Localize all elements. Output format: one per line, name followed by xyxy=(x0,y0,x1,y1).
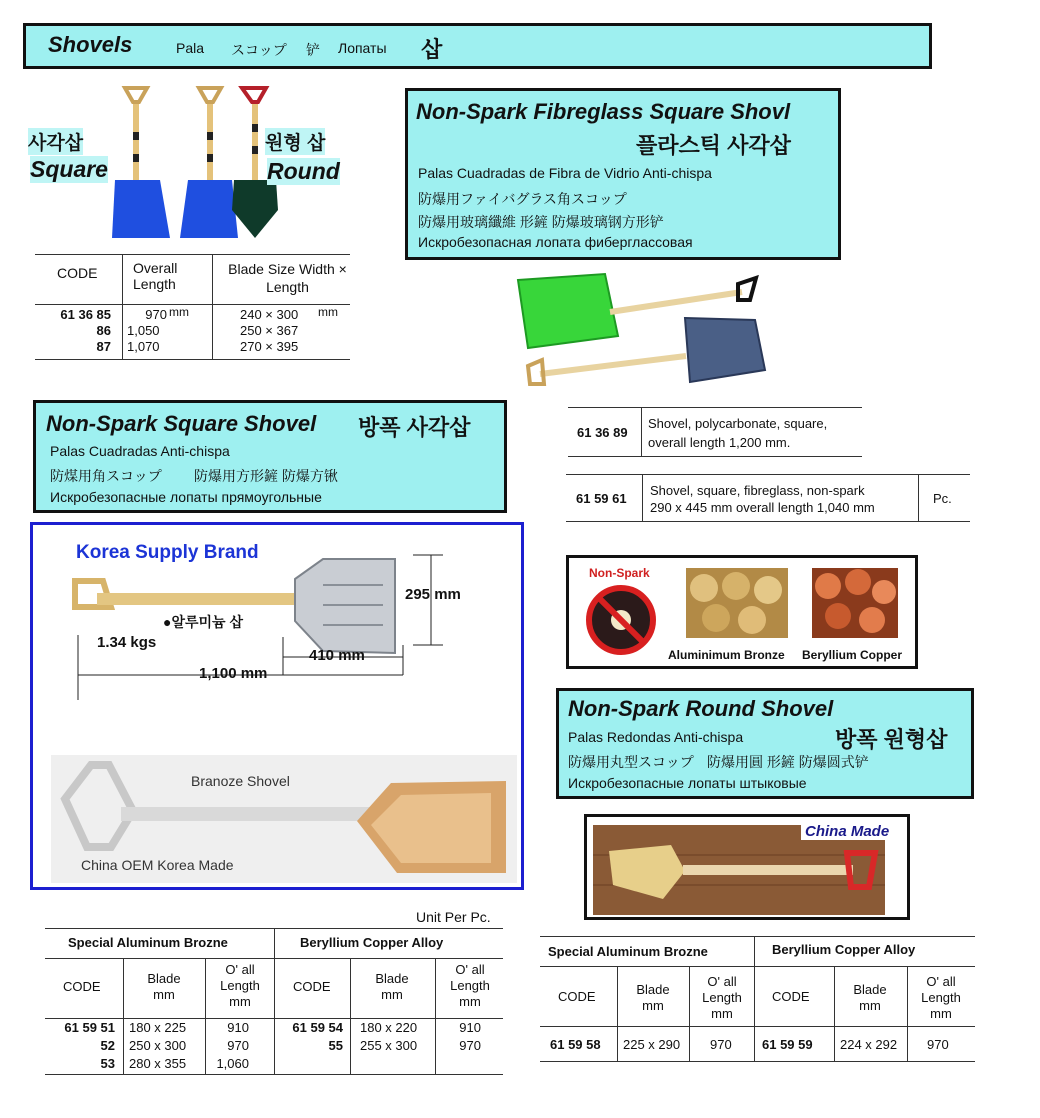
blade-cell: 180 x 225 xyxy=(129,1020,187,1035)
translation-kr: 삽 xyxy=(421,37,443,62)
square-title-kr: 방폭 사각삽 xyxy=(358,415,471,440)
translation-ru: Лопаты xyxy=(338,40,387,56)
bottom-left-table xyxy=(45,928,503,1076)
fibreglass-product-2 xyxy=(566,474,970,522)
blade-cell: 250 x 300 xyxy=(129,1038,187,1053)
fibreglass-ru: Искробезопасная лопата фибергласcовая xyxy=(418,234,693,250)
aluminium-kr-label: ●알루미늄 삽 xyxy=(163,614,243,630)
round-kr-label: 원형 삽 xyxy=(265,128,325,155)
translation-ja: スコップ xyxy=(231,42,287,58)
length-cell: 970 xyxy=(459,1038,481,1053)
length-cell: 1,060 xyxy=(216,1056,249,1071)
product-desc: Shovel, square, fibreglass, non-spark xyxy=(650,483,865,498)
unit-note: Unit Per Pc. xyxy=(416,909,491,925)
product-code: 61 59 61 xyxy=(576,491,627,506)
bronze-shovel-photo xyxy=(51,755,517,883)
product-desc: Shovel, polycarbonate, square, xyxy=(648,416,828,431)
col-blade-header: Blade Size Width × Length xyxy=(228,261,347,295)
round-zh: 防爆用圓 形鏟 防爆圆式铲 xyxy=(707,754,869,770)
length-cell: 1,050 xyxy=(127,323,160,338)
square-shovel-box xyxy=(33,400,507,513)
translation-es: Pala xyxy=(176,40,205,56)
aluminium-bronze-label: Aluminimum Bronze xyxy=(668,648,785,662)
round-ja: 防爆用丸型スコップ xyxy=(568,754,694,770)
square-ru: Искробезопасные лопаты прямоугольные xyxy=(50,489,322,505)
group-beryllium-header: Beryllium Copper Alloy xyxy=(300,935,444,950)
korea-supply-box xyxy=(30,522,524,890)
product-code: 61 36 89 xyxy=(577,425,628,440)
unit-mm: mm xyxy=(169,305,189,319)
code-cell: 61 59 58 xyxy=(550,1037,601,1052)
length-cell: 970 xyxy=(145,307,167,322)
beryllium-copper-label: Beryllium Copper xyxy=(802,648,903,662)
col-length-header: Overall Length xyxy=(133,260,178,292)
length-cell: 1,070 xyxy=(127,339,160,354)
blade-cell: 180 x 220 xyxy=(360,1020,418,1035)
china-made-photo xyxy=(584,814,910,920)
product-desc: overall length 1,200 mm. xyxy=(648,435,791,450)
round-shovel-box xyxy=(556,688,974,799)
group-aluminium-header: Special Aluminum Brozne xyxy=(68,935,228,950)
code-cell: 87 xyxy=(96,339,111,354)
fibreglass-shovels-image xyxy=(510,270,780,395)
blade-cell: 270 × 395 xyxy=(240,339,299,354)
code-cell: 52 xyxy=(100,1038,115,1053)
code-cell: 61 59 51 xyxy=(64,1020,115,1035)
china-made-label: China Made xyxy=(801,823,893,840)
header-bar xyxy=(23,23,932,69)
square-kr-label: 사각삽 xyxy=(28,128,83,155)
length-cell: 910 xyxy=(227,1020,249,1035)
group-aluminium-header: Special Aluminum Brozne xyxy=(548,944,708,959)
square-label: Square xyxy=(30,156,108,182)
code-cell: 55 xyxy=(328,1038,343,1053)
fibreglass-ja: 防爆用ファイバグラス角スコップ xyxy=(418,191,627,207)
code-cell: 86 xyxy=(96,323,111,338)
no-spark-icon xyxy=(585,584,657,656)
code-cell: 61 59 59 xyxy=(762,1037,813,1052)
length-cell: 970 xyxy=(927,1037,949,1052)
blade-cell: 225 x 290 xyxy=(623,1037,681,1052)
col-blade-header: Blade mm xyxy=(636,982,670,1013)
fibreglass-zh: 防爆用玻璃纖維 形鏟 防爆玻璃钢方形铲 xyxy=(418,214,664,230)
col-length-header: O' all Length mm xyxy=(220,962,260,1009)
overall-length-table xyxy=(35,254,350,360)
product-unit: Pc. xyxy=(933,491,952,506)
code-cell: 61 36 85 xyxy=(60,307,111,322)
group-beryllium-header: Beryllium Copper Alloy xyxy=(772,942,916,957)
product-desc: 290 x 445 mm overall length 1,040 mm xyxy=(650,500,875,515)
fibreglass-box xyxy=(405,88,841,260)
length-dimension-label: 1,100 mm xyxy=(199,665,268,682)
round-es: Palas Redondas Anti-chispa xyxy=(568,729,744,745)
square-zh: 防爆用方形鏟 防爆方锹 xyxy=(194,468,338,484)
length-cell: 970 xyxy=(710,1037,732,1052)
aluminium-bronze-image xyxy=(686,568,788,638)
col-length-header: O' all Length mm xyxy=(702,974,742,1021)
col-code-header: CODE xyxy=(63,979,101,994)
fibreglass-title: Non-Spark Fibreglass Square Shovl xyxy=(416,99,791,124)
col-length-header: O' all Length mm xyxy=(921,974,961,1021)
col-blade-header: Blade mm xyxy=(147,971,181,1002)
round-title: Non-Spark Round Shovel xyxy=(568,696,834,721)
bottom-right-table xyxy=(540,936,975,1063)
materials-box xyxy=(566,555,918,669)
round-label: Round xyxy=(267,158,340,184)
beryllium-copper-image xyxy=(812,568,898,638)
brand-label: Korea Supply Brand xyxy=(76,542,259,563)
fibreglass-es: Palas Cuadradas de Fibra de Vidrio Anti-chispa xyxy=(418,165,712,181)
square-round-shovels-image xyxy=(20,80,360,245)
square-es: Palas Cuadradas Anti-chispa xyxy=(50,443,230,459)
code-cell: 53 xyxy=(100,1056,115,1071)
weight-label: 1.34 kgs xyxy=(97,634,157,651)
square-title: Non-Spark Square Shovel xyxy=(46,411,317,436)
square-ja: 防煤用角スコップ xyxy=(50,468,162,484)
width-dimension-label: 410 mm xyxy=(309,647,365,664)
translation-zh: 铲 xyxy=(306,42,320,58)
round-ru: Искробезопасные лопаты штыковые xyxy=(568,775,807,791)
page-title: Shovels xyxy=(48,32,133,57)
col-code-header: CODE xyxy=(293,979,331,994)
length-cell: 910 xyxy=(459,1020,481,1035)
col-code-header: CODE xyxy=(558,989,596,1004)
round-title-kr: 방폭 원형삽 xyxy=(835,727,948,752)
bronze-photo-caption: Branoze Shovel xyxy=(191,773,290,789)
blade-cell: 250 × 367 xyxy=(240,323,299,338)
col-blade-header: Blade mm xyxy=(375,971,409,1002)
col-code-header: CODE xyxy=(772,989,810,1004)
oem-photo-caption: China OEM Korea Made xyxy=(81,857,234,873)
unit-mm: mm xyxy=(318,305,338,319)
nonspark-label: Non-Spark xyxy=(589,566,650,580)
fibreglass-title-kr: 플라스틱 사각삽 xyxy=(636,133,791,158)
blade-cell: 240 × 300 xyxy=(240,307,299,322)
blade-cell: 280 x 355 xyxy=(129,1056,187,1071)
col-code-header: CODE xyxy=(57,265,98,281)
fibreglass-product-1 xyxy=(568,407,862,457)
col-length-header: O' all Length mm xyxy=(450,962,490,1009)
code-cell: 61 59 54 xyxy=(292,1020,343,1035)
blade-cell: 224 x 292 xyxy=(840,1037,898,1052)
blade-cell: 255 x 300 xyxy=(360,1038,418,1053)
length-cell: 970 xyxy=(227,1038,249,1053)
height-dimension-label: 295 mm xyxy=(405,586,461,603)
col-blade-header: Blade mm xyxy=(853,982,887,1013)
